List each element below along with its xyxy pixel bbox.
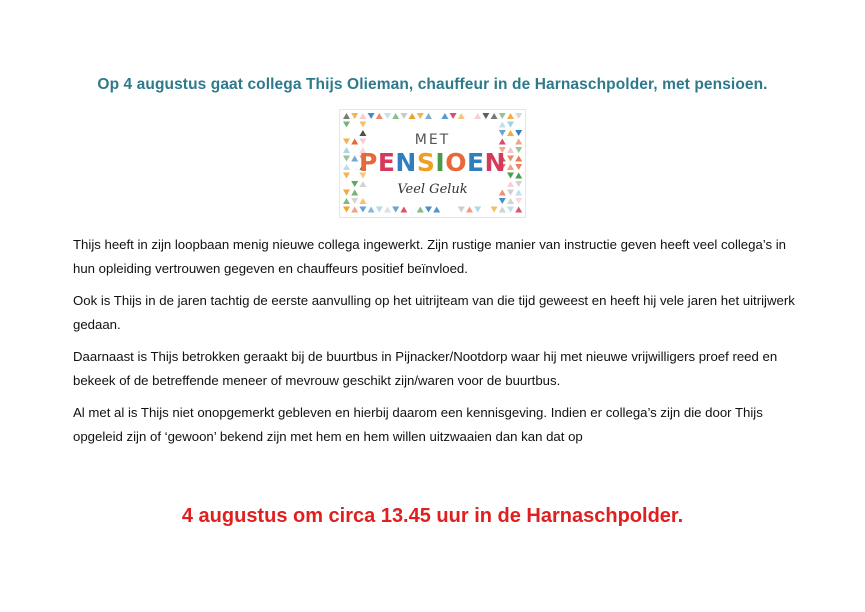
met-pensioen-banner — [339, 109, 526, 218]
paragraph: Ook is Thijs in de jaren tachtig de eerste aanvulling op het uitrijteam van die tijd geweest en heeft hij vele jaren het uitrijwerk gedaan. — [73, 293, 795, 332]
banner-pensioen-text — [359, 148, 506, 177]
banner-met-text: MET — [414, 132, 451, 148]
pensioen-letter: S — [416, 148, 436, 177]
paragraph: Daarnaast is Thijs betrokken geraakt bij de buurtbus in Pijnacker/Nootdorp waar hij met nieuwe vrijwilligers proef reed en bekeek of de betreffende meneer of mevrouw geschikt zijn/waren voor de buurtbus. — [73, 349, 778, 388]
pensioen-letter: E — [466, 148, 485, 177]
pensioen-letter: I — [435, 148, 446, 177]
pensioen-letter: N — [484, 148, 506, 177]
banner-veel-geluk-text: Veel Geluk — [397, 182, 468, 197]
paragraph: Thijs heeft in zijn loopbaan menig nieuwe collega ingewerkt. Zijn rustige manier van instructie geven heeft veel collega’s in hun opleiding vertrouwen gegeven en chauffeurs positief beïnvloed. — [73, 237, 787, 276]
pensioen-letter: E — [377, 148, 396, 177]
pensioen-letter: N — [395, 148, 417, 177]
pensioen-letter: O — [445, 148, 467, 177]
paragraph: Al met al is Thijs niet onopgemerkt gebleven en hierbij daarom een kennisgeving. Indien er collega’s zijn die door Thijs opgeleid zijn of ‘gewoon’ bekend zijn met hem en hem willen uitzwaaien dan kan dat op — [73, 405, 763, 444]
pensioen-letter: P — [359, 148, 378, 177]
banner-graphic — [340, 110, 525, 217]
body-text — [73, 233, 803, 457]
closing-line: 4 augustus om circa 13.45 uur in de Harnaschpolder. — [181, 505, 684, 527]
headline: Op 4 augustus gaat collega Thijs Olieman, chauffeur in de Harnaschpolder, met pensioen. — [97, 76, 768, 93]
